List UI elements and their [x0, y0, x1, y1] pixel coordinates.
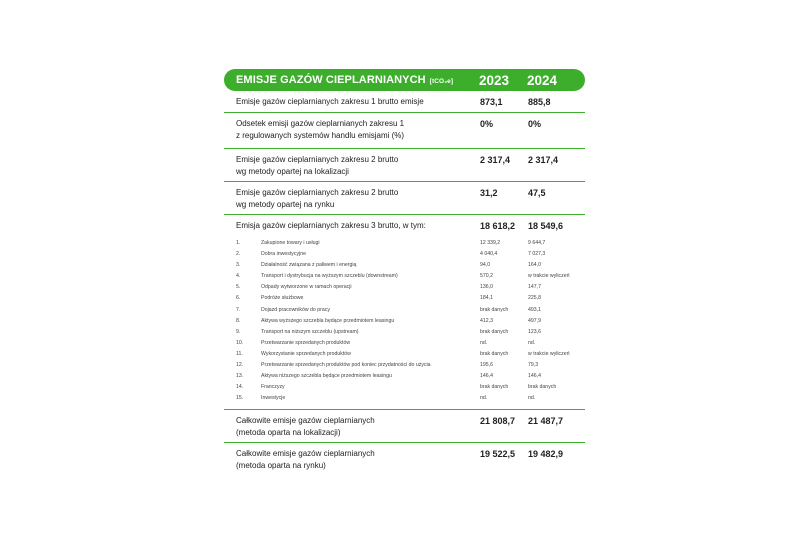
item-label: Wykorzystanie sprzedanych produktów [261, 350, 351, 357]
scope3-item [224, 338, 585, 349]
item-value-2023: brak danych [480, 328, 509, 335]
item-number: 10. [236, 339, 244, 346]
item-value-2023: 94,0 [480, 262, 491, 269]
item-value-2024: 147,7 [528, 284, 541, 291]
item-value-2024: 497,9 [528, 317, 541, 324]
item-label: Zakupione towary i usługi [261, 240, 320, 246]
row-label [224, 187, 480, 214]
item-value-2023: 184,1 [480, 295, 493, 302]
header-title: EMISJE GAZÓW CIEPLARNIANYCH [236, 74, 426, 86]
header-title-cell [224, 74, 479, 86]
item-value-2024: nd. [528, 395, 536, 402]
row-label-line: Emisje gazów cieplarnianych zakresu 2 brutto [236, 155, 399, 164]
item-label: Franczyzy [261, 384, 285, 391]
item-label: Transport na niższym szczeblu (upstream) [261, 328, 359, 335]
item-value-2024: 493,1 [528, 306, 541, 313]
item-value-2024: nd. [528, 339, 536, 346]
item-value-2023: 4 040,4 [480, 251, 498, 258]
header-year-2023: 2023 [479, 72, 510, 88]
value-2024: 0% [528, 119, 542, 129]
item-value-2023: 146,4 [480, 373, 493, 380]
scope3-item [224, 271, 585, 282]
row-label-line: Całkowite emisje gazów cieplarnianych [236, 449, 375, 458]
header-year-2024: 2024 [527, 72, 558, 88]
item-value-2024: 9 644,7 [528, 240, 546, 246]
item-label: Przetwarzanie sprzedanych produktów [261, 339, 351, 346]
item-value-2023: 412,3 [480, 317, 493, 324]
item-number: 14. [236, 384, 244, 391]
item-value-2023: 570,2 [480, 273, 493, 280]
item-value-2024: 7 027,3 [528, 251, 546, 258]
item-label: Aktywa wyższego szczebla będące przedmiotem leasingu [261, 317, 395, 324]
item-label: Transport i dystrybucja na wyższym szczeblu (downstream) [261, 273, 398, 280]
table-row [224, 182, 585, 215]
row-label [224, 96, 480, 112]
value-2023: 31,2 [480, 188, 498, 198]
table-row [224, 410, 585, 443]
scope3-item [224, 349, 585, 360]
scope3-item [224, 293, 585, 304]
row-label-line: Emisje gazów cieplarnianych zakresu 1 brutto emisje [236, 97, 424, 106]
scope3-item [224, 305, 585, 316]
scope3-item [224, 382, 585, 393]
item-value-2024: 79,3 [528, 362, 539, 369]
item-value-2023: 12 339,2 [480, 240, 501, 246]
row-label-line: (metoda oparta na rynku) [236, 461, 326, 470]
item-number: 2. [236, 251, 241, 258]
scope3-item [224, 260, 585, 271]
scope3-item [224, 393, 585, 404]
item-value-2023: brak danych [480, 350, 509, 357]
row-label-line: Emisje gazów cieplarnianych zakresu 2 brutto [236, 188, 399, 197]
row-label-line: Całkowite emisje gazów cieplarnianych [236, 416, 375, 425]
item-number: 1. [236, 240, 241, 246]
item-value-2023: nd. [480, 339, 488, 346]
scope3-item [224, 316, 585, 327]
item-number: 6. [236, 295, 241, 302]
emissions-table [224, 69, 585, 477]
scope3-items [224, 238, 585, 404]
item-label: Dobra inwestycyjne [261, 251, 306, 258]
item-value-2024: 123,6 [528, 328, 541, 335]
value-2024: 21 487,7 [528, 416, 564, 426]
item-number: 8. [236, 317, 241, 324]
table-row [224, 113, 585, 149]
table-row [224, 149, 585, 182]
scope3-row [224, 215, 585, 410]
scope3-item [224, 371, 585, 382]
item-value-2024: 164,0 [528, 262, 541, 269]
table-header [224, 69, 585, 91]
row-label [224, 118, 480, 148]
item-value-2024: 225,8 [528, 295, 541, 302]
scope3-item [224, 249, 585, 260]
item-label: Dojazd pracowników do pracy [261, 306, 330, 313]
item-number: 4. [236, 273, 241, 280]
row-label [224, 415, 480, 442]
item-number: 13. [236, 373, 244, 380]
scope3-item [224, 238, 585, 249]
row-label-line: wg metody opartej na rynku [236, 200, 335, 209]
value-2023: 21 808,7 [480, 416, 516, 426]
row-label-line: z regulowanych systemów handlu emisjami (%) [236, 131, 405, 140]
table-row [224, 91, 585, 113]
item-number: 15. [236, 395, 244, 402]
value-2024: 885,8 [528, 97, 551, 107]
value-2024: 18 549,6 [528, 221, 564, 231]
value-2023: 2 317,4 [480, 155, 511, 165]
value-2024: 2 317,4 [528, 155, 559, 165]
item-value-2023: brak danych [480, 384, 509, 391]
item-label: Inwestycje [261, 395, 286, 402]
header-unit: [tCO₂e] [429, 78, 454, 85]
item-label: Przetwarzanie sprzedanych produktów pod koniec przydatności do użycia [261, 362, 431, 369]
value-2023: 18 618,2 [480, 221, 516, 231]
item-label: Podróże służbowe [261, 295, 304, 302]
row-label-line: (metoda oparta na lokalizacji) [236, 428, 341, 437]
item-number: 5. [236, 284, 241, 291]
item-label: Aktywa niższego szczebla będące przedmiotem leasingu [261, 373, 392, 380]
row-label-line: wg metody opartej na lokalizacji [236, 167, 349, 176]
scope3-item [224, 360, 585, 371]
item-value-2023: nd. [480, 395, 488, 402]
value-2023: 0% [480, 119, 494, 129]
scope3-item [224, 282, 585, 293]
item-number: 11. [236, 350, 243, 357]
item-number: 9. [236, 328, 241, 335]
item-number: 12. [236, 362, 244, 369]
row-label-line: Odsetek emisji gazów cieplarnianych zakresu 1 [236, 119, 405, 128]
value-2024: 47,5 [528, 188, 546, 198]
item-number: 3. [236, 262, 241, 269]
item-value-2024: w trakcie wyliczeń [528, 273, 570, 280]
item-label: Odpady wytworzone w ramach operacji [261, 284, 352, 291]
item-value-2024: brak danych [528, 384, 557, 391]
item-value-2024: w trakcie wyliczeń [528, 350, 570, 357]
row-label [224, 448, 480, 477]
value-2023: 19 522,5 [480, 449, 516, 459]
item-value-2023: brak danych [480, 306, 509, 313]
value-2023: 873,1 [480, 97, 503, 107]
item-value-2023: 195,6 [480, 362, 493, 369]
row-label [224, 154, 480, 181]
value-2024: 19 482,9 [528, 449, 564, 459]
item-label: Działalność związana z paliwem i energią [261, 262, 357, 269]
scope3-item [224, 327, 585, 338]
item-value-2024: 146,4 [528, 373, 541, 380]
scope3-header [224, 220, 585, 234]
scope3-label: Emisja gazów cieplarnianych zakresu 3 brutto, w tym: [236, 221, 426, 230]
table-row [224, 443, 585, 477]
item-number: 7. [236, 306, 241, 313]
item-value-2023: 136,0 [480, 284, 493, 291]
